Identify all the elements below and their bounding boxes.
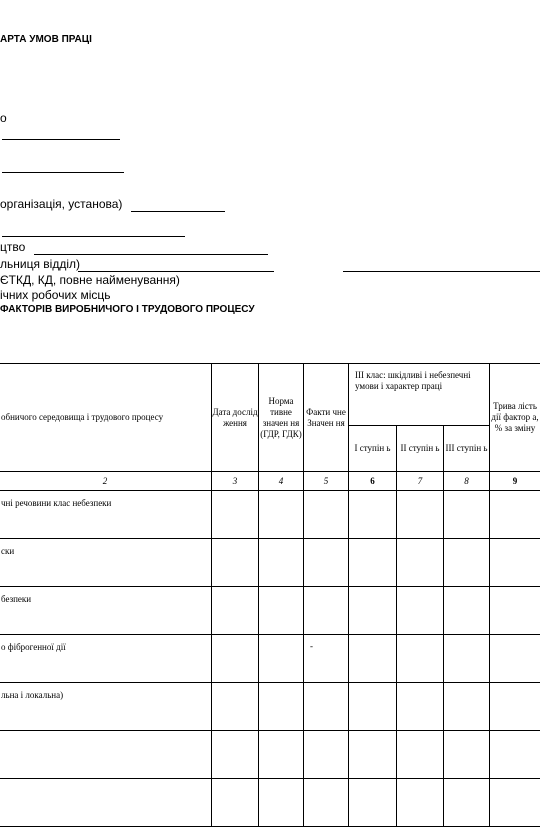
header-factor: обничого середовища і трудового процесу [0,364,212,472]
field-2-underline[interactable] [2,139,120,140]
col-number-9: 9 [490,472,540,491]
factors-table [0,363,540,827]
cell-duration[interactable] [490,491,540,539]
col-number-7: 7 [397,472,444,491]
cell-degree-3[interactable] [444,779,490,827]
field-4-underline[interactable] [131,211,225,212]
field-8-label: ЄТКД, КД, повне найменування) [0,273,180,287]
cell-degree-2[interactable] [397,731,444,779]
table-row [0,587,540,635]
cell-degree-1[interactable] [349,587,397,635]
cell-date[interactable] [212,731,259,779]
cell-duration[interactable] [490,587,540,635]
cell-actual[interactable] [304,779,349,827]
col-number-6: 6 [349,472,397,491]
cell-duration[interactable] [490,635,540,683]
cell-actual[interactable] [304,731,349,779]
row-factor-label [0,779,212,827]
field-6-underline[interactable] [34,254,268,255]
cell-duration[interactable] [490,683,540,731]
cell-degree-3[interactable] [444,539,490,587]
card-title: АРТА УМОВ ПРАЦІ [0,34,92,45]
cell-degree-1[interactable] [349,539,397,587]
row-factor-label: о фіброгенної дії [0,635,212,683]
table-row [0,683,540,731]
cell-degree-1[interactable] [349,683,397,731]
cell-norm[interactable] [259,683,304,731]
cell-date[interactable] [212,491,259,539]
cell-norm[interactable] [259,635,304,683]
row-factor-label [0,731,212,779]
cell-degree-2[interactable] [397,635,444,683]
row-factor-label: чні речовини клас небезпеки [0,491,212,539]
table-row [0,731,540,779]
cell-date[interactable] [212,539,259,587]
cell-degree-3[interactable] [444,587,490,635]
cell-degree-1[interactable] [349,491,397,539]
cell-degree-3[interactable] [444,683,490,731]
cell-date[interactable] [212,587,259,635]
cell-degree-3[interactable] [444,635,490,683]
col-number-8: 8 [444,472,490,491]
row-factor-label: ски [0,539,212,587]
table-row [0,539,540,587]
col-number-2: 2 [0,472,212,491]
row-factor-label: безпеки [0,587,212,635]
cell-degree-3[interactable] [444,491,490,539]
cell-norm[interactable] [259,587,304,635]
cell-norm[interactable] [259,731,304,779]
header-degree-1: І ступін ь [349,426,397,472]
cell-degree-2[interactable] [397,587,444,635]
cell-date[interactable] [212,635,259,683]
header-actual: Факти чне Значен ня [304,364,349,472]
field-9-label: ічних робочих місць [0,288,111,302]
header-duration: Трива лість дії фактор а, % за зміну [490,364,540,472]
cell-norm[interactable] [259,779,304,827]
section-title: ФАКТОРІВ ВИРОБНИЧОГО І ТРУДОВОГО ПРОЦЕСУ [0,304,255,315]
cell-degree-2[interactable] [397,491,444,539]
field-5-underline[interactable] [2,236,185,237]
cell-degree-1[interactable] [349,635,397,683]
col-number-5: 5 [304,472,349,491]
header-norm: Норма тивне значен ня (ГДР, ГДК) [259,364,304,472]
header-degree-2: ІІ ступін ь [397,426,444,472]
table-row [0,491,540,539]
cell-degree-2[interactable] [397,683,444,731]
cell-degree-1[interactable] [349,779,397,827]
field-3-underline[interactable] [2,172,124,173]
field-7-underline[interactable] [78,271,274,272]
cell-duration[interactable] [490,731,540,779]
cell-degree-3[interactable] [444,731,490,779]
cell-duration[interactable] [490,539,540,587]
cell-date[interactable] [212,683,259,731]
table-row [0,779,540,827]
cell-duration[interactable] [490,779,540,827]
field-7b-underline[interactable] [343,271,540,272]
cell-degree-2[interactable] [397,539,444,587]
cell-norm[interactable] [259,491,304,539]
cell-actual[interactable] [304,491,349,539]
field-7-label: льниця відділ) [0,257,80,271]
field-1-label: о [0,111,7,125]
cell-actual[interactable]: - [304,635,349,683]
header-class3: III клас: шкідливі і небезпечні умови і характер праці [349,364,490,426]
col-number-3: 3 [212,472,259,491]
cell-actual[interactable] [304,539,349,587]
cell-degree-2[interactable] [397,779,444,827]
cell-norm[interactable] [259,539,304,587]
cell-degree-1[interactable] [349,731,397,779]
header-date: Дата дослід ження [212,364,259,472]
field-4-label: організація, установа) [0,197,123,211]
field-6-label: цтво [0,240,26,254]
cell-actual[interactable] [304,587,349,635]
table-row [0,635,540,683]
row-factor-label: льна і локальна) [0,683,212,731]
cell-date[interactable] [212,779,259,827]
col-number-4: 4 [259,472,304,491]
cell-actual[interactable] [304,683,349,731]
header-degree-3: ІІІ ступін ь [444,426,490,472]
